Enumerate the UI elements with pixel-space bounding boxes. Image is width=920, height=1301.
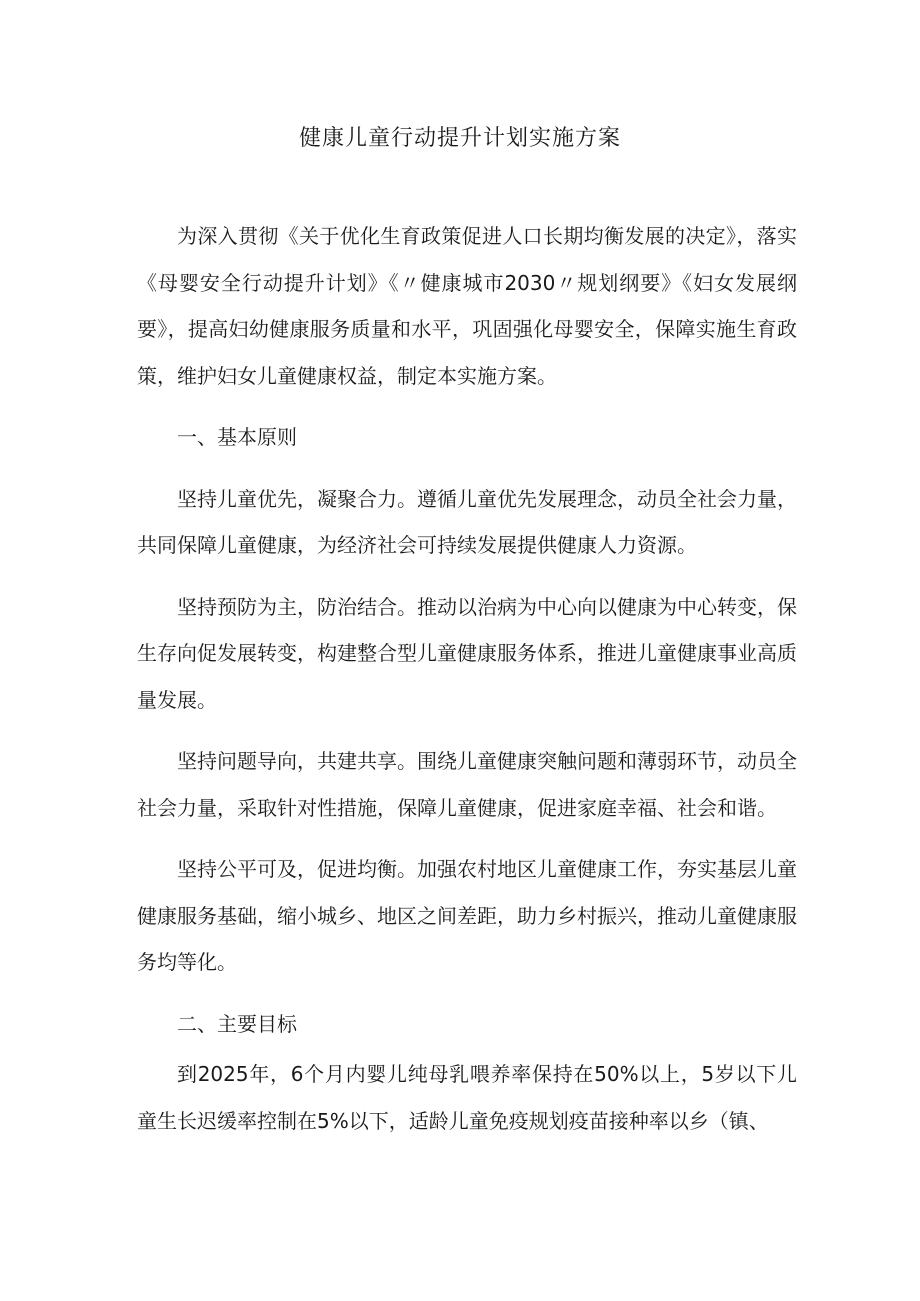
spacer	[137, 831, 797, 846]
spacer	[137, 461, 797, 476]
principle-paragraph: 坚持问题导向，共建共享。围绕儿童健康突触问题和薄弱环节，动员全社会力量，采取针对性措施，保障儿童健康，促进家庭幸福、社会和谐。	[137, 749, 797, 820]
spacer	[137, 986, 797, 1001]
document-body	[137, 213, 797, 1144]
section-heading-goals: 二、主要目标	[177, 1011, 297, 1036]
spacer	[137, 723, 797, 738]
principle-paragraph: 坚持预防为主，防治结合。推动以治病为中心向以健康为中心转变，保生存向促发展转变，构建整合型儿童健康服务体系，推进儿童健康事业高质量发展。	[137, 594, 797, 712]
spacer	[137, 399, 797, 414]
section-heading-principles: 一、基本原则	[177, 425, 297, 449]
intro-paragraph: 为深入贯彻《关于优化生育政策促进人口长期均衡发展的决定》，落实《母婴安全行动提升计划》《〃健康城市2030〃规划纲要》《妇女发展纲要》，提高妇幼健康服务质量和水平，巩固强化母婴安全，保障实施生育政策，维护妇女儿童健康权益，制定本实施方案。	[137, 224, 797, 388]
principle-paragraph: 坚持公平可及，促进均衡。加强农村地区儿童健康工作，夯实基层儿童健康服务基础，缩小城乡、地区之间差距，助力乡村振兴，推动儿童健康服务均等化。	[137, 857, 797, 974]
spacer	[137, 569, 797, 584]
document-title: 健康儿童行动提升计划实施方案	[298, 126, 621, 151]
principle-paragraph: 坚持儿童优先，凝聚合力。遵循儿童优先发展理念，动员全社会力量，共同保障儿童健康，为经济社会可持续发展提供健康人力资源。	[137, 486, 797, 557]
goal-paragraph: 到2025年，6个月内婴儿纯母乳喂养率保持在50%以上，5岁以下儿童生长迟缓率控制在5%以下，适龄儿童免疫规划疫苗接种率以乡（镇、	[137, 1062, 797, 1133]
